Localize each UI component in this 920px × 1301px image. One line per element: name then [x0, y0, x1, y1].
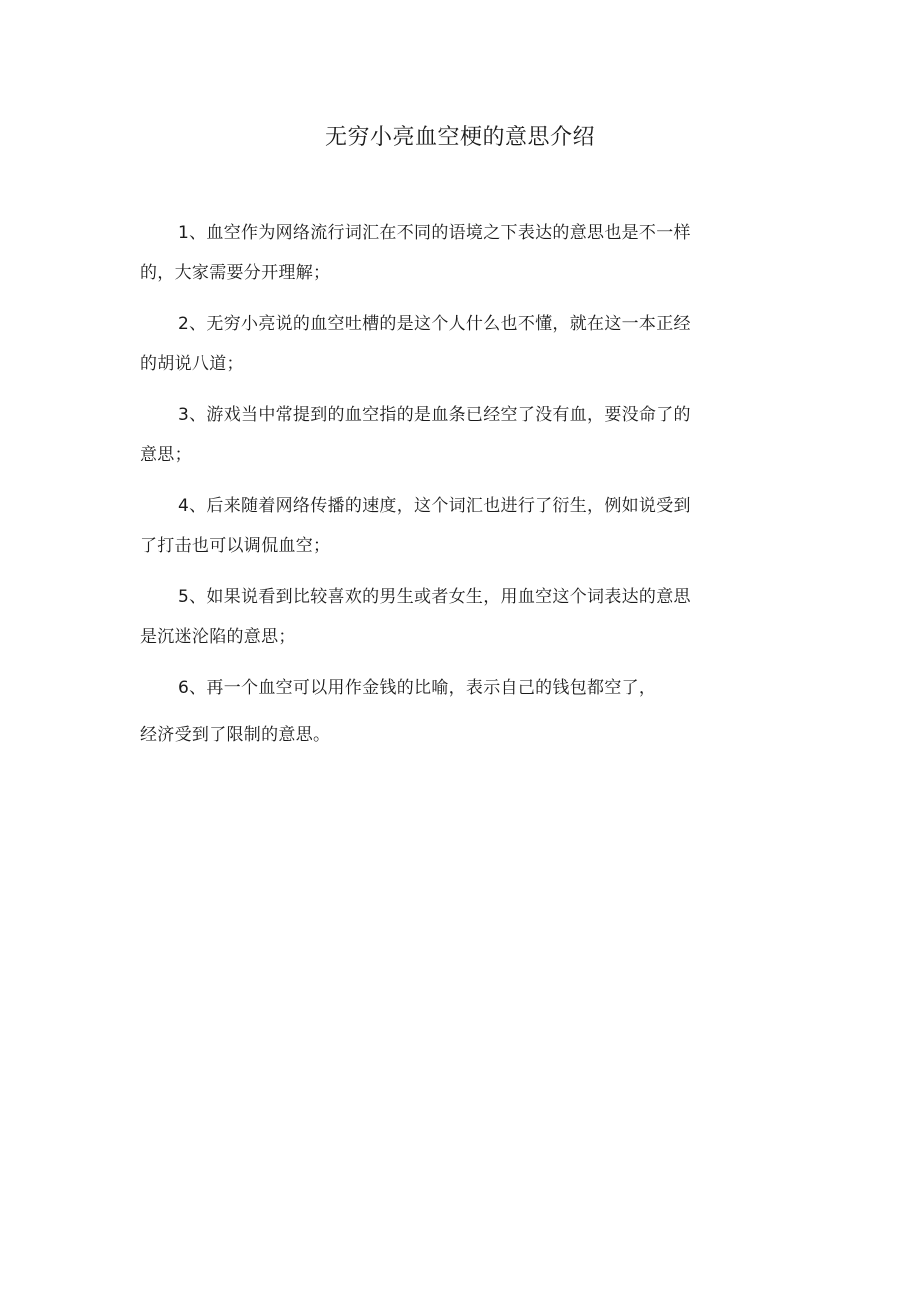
paragraph-1	[140, 213, 785, 293]
paragraph-2	[140, 304, 785, 384]
paragraph-1-line-2: 的，大家需要分开理解；	[140, 263, 331, 283]
paragraph-5-line-1: 5、如果说看到比较喜欢的男生或者女生，用血空这个词表达的意思	[178, 587, 691, 607]
paragraph-6-line-1: 6、再一个血空可以用作金钱的比喻，表示自己的钱包都空了，	[178, 678, 657, 698]
paragraph-3-line-2: 意思；	[140, 445, 192, 465]
paragraph-6	[140, 668, 785, 755]
paragraph-4	[140, 486, 785, 566]
paragraph-4-line-2: 了打击也可以调侃血空；	[140, 536, 331, 556]
paragraph-3-line-1: 3、游戏当中常提到的血空指的是血条已经空了没有血，要没命了的	[178, 405, 691, 425]
paragraph-5-line-2: 是沉迷沦陷的意思；	[140, 627, 296, 647]
document-title: 无穷小亮血空梗的意思介绍	[324, 125, 595, 150]
paragraph-1-line-1: 1、血空作为网络流行词汇在不同的语境之下表达的意思也是不一样	[178, 223, 691, 243]
paragraph-2-line-1: 2、无穷小亮说的血空吐槽的是这个人什么也不懂，就在这一本正经	[178, 314, 691, 334]
paragraph-5	[140, 577, 785, 657]
paragraph-4-line-1: 4、后来随着网络传播的速度，这个词汇也进行了衍生，例如说受到	[178, 496, 691, 516]
paragraph-3	[140, 395, 785, 475]
paragraph-6-line-2: 经济受到了限制的意思。	[140, 725, 331, 745]
document-body	[140, 213, 785, 766]
paragraph-2-line-2: 的胡说八道；	[140, 354, 244, 374]
